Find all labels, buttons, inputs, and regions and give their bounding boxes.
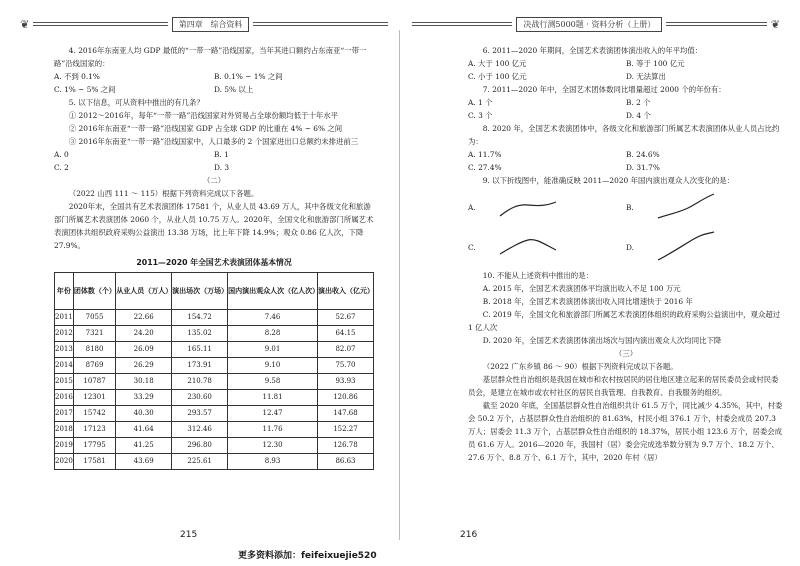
table-cell: 11.81	[228, 390, 318, 406]
line-graph-d	[656, 230, 716, 264]
table-cell: 22.66	[116, 310, 172, 326]
data-table	[54, 272, 374, 470]
section-heading: （二）	[202, 176, 226, 185]
table-cell: 126.78	[317, 438, 373, 454]
text-paragraph: ① 2012～2016年，每年“一带一路”沿线国家对外贸易占全球份额均低于十年水平	[68, 111, 339, 120]
page-number: 215	[180, 530, 198, 540]
table-cell: 12.47	[228, 406, 318, 422]
table-cell: 86.63	[317, 454, 373, 470]
graph-option	[626, 229, 784, 265]
option-grid	[54, 148, 374, 174]
table-cell: 17581	[73, 454, 115, 470]
header-rule	[253, 22, 388, 26]
table-header-cell: 年份	[55, 273, 74, 310]
table-cell: 8769	[73, 358, 115, 374]
header-rule	[33, 22, 168, 26]
table-cell: 75.70	[317, 358, 373, 374]
table-cell: 2016	[55, 390, 74, 406]
right-paragraphs-bottom	[468, 269, 784, 464]
option-item: D. 31.7%	[626, 163, 660, 172]
table-cell: 8.93	[228, 454, 318, 470]
right-content	[468, 44, 784, 464]
table-header-cell: 演出收入（亿元）	[317, 273, 373, 310]
right-paragraphs-top	[468, 44, 784, 187]
option-item: B. 2 个	[626, 98, 651, 107]
left-content	[54, 44, 374, 470]
table-cell: 41.64	[116, 422, 172, 438]
table-cell: 154.72	[172, 310, 228, 326]
text-paragraph: ③ 2016年东南亚“一带一路”沿线国家中，人口最多的 2 个国家进出口总额约未排进前三	[68, 137, 359, 146]
text-paragraph: 7. 2011—2020 年中，全国艺术团体数同比增量超过 2000 个的年份有：	[482, 85, 726, 94]
option-item: A. 不到 0.1%	[54, 72, 100, 81]
option-item: B. 1	[214, 150, 229, 159]
table-cell: 7321	[73, 326, 115, 342]
table-cell: 12.30	[228, 438, 318, 454]
table-cell: 8.28	[228, 326, 318, 342]
option-item: B. 24.6%	[626, 150, 660, 159]
table-cell: 2011	[55, 310, 74, 326]
option-item: B. 0.1% ~ 1% 之间	[214, 72, 283, 81]
footer-contact: 更多资料添加：feifeixuejie520	[238, 551, 377, 561]
table-row	[55, 422, 374, 438]
text-paragraph: 2020年末，全国共有艺术表演团体 17581 个，从业人员 43.69 万人，其中各级文化和旅游部门所属艺术表演团体 2060 个，从业人员 10.75 万人。2020年，全国文化和旅游部门所属艺术表演团体共组织政府采购公益演出 13.38 万场，比上年下降 14.9%；观众 0.86 亿人次，下降 27.9%。	[54, 202, 374, 250]
table-row	[55, 342, 374, 358]
header-rule	[412, 22, 512, 26]
text-paragraph: ② 2016年东南亚“一带一路”沿线国家 GDP 占全球 GDP 的比重在 4% ~ 6% 之间	[68, 124, 343, 133]
text-paragraph: A. 2015 年，全国艺术表演团体平均演出收入不足 100 万元	[482, 284, 681, 293]
right-header	[408, 12, 780, 36]
table-cell: 165.11	[172, 342, 228, 358]
table-cell: 152.27	[317, 422, 373, 438]
table-cell: 230.60	[172, 390, 228, 406]
graph-option	[468, 189, 626, 225]
table-row	[55, 310, 374, 326]
table-row	[55, 438, 374, 454]
table-title: 2011—2020 年全国艺术表演团体基本情况	[136, 258, 292, 267]
table-header-row	[55, 273, 374, 310]
line-graph-b	[656, 190, 716, 224]
table-header-cell: 演出场次（万场）	[172, 273, 228, 310]
option-item: D. 3	[214, 163, 230, 172]
option-item: D. 4 个	[626, 111, 651, 120]
table-cell: 2020	[55, 454, 74, 470]
section-heading: （三）	[614, 349, 638, 358]
option-item: D. 5% 以上	[214, 85, 254, 94]
option-grid	[468, 57, 784, 83]
table-row	[55, 390, 374, 406]
header-rule	[666, 22, 766, 26]
table-cell: 293.57	[172, 406, 228, 422]
table-cell: 296.80	[172, 438, 228, 454]
left-header	[20, 12, 392, 36]
table-cell: 33.29	[116, 390, 172, 406]
table-cell: 312.46	[172, 422, 228, 438]
text-paragraph: 5. 以下信息，可从资料中推出的有几条？	[68, 98, 204, 107]
option-item: C. 2	[54, 163, 69, 172]
line-graph-a	[498, 190, 558, 224]
table-cell: 24.20	[116, 326, 172, 342]
text-paragraph: （2022 广东乡镇 86 ～ 90）根据下列资料完成以下各题。	[482, 362, 678, 371]
table-cell: 26.09	[116, 342, 172, 358]
table-cell: 17795	[73, 438, 115, 454]
table-cell: 82.07	[317, 342, 373, 358]
text-paragraph: 10. 不能从上述资料中推出的是：	[482, 271, 593, 280]
table-cell: 8180	[73, 342, 115, 358]
table-cell: 210.78	[172, 374, 228, 390]
table-cell: 9.01	[228, 342, 318, 358]
table-cell: 9.58	[228, 374, 318, 390]
table-row	[55, 454, 374, 470]
table-cell: 41.25	[116, 438, 172, 454]
line-graph-c	[498, 230, 558, 264]
chapter-label: 第四章	[178, 19, 203, 29]
table-cell: 15742	[73, 406, 115, 422]
option-item: C. 27.4%	[468, 163, 502, 172]
table-cell: 52.67	[317, 310, 373, 326]
option-item: C. 小于 100 亿元	[468, 72, 527, 81]
table-cell: 2017	[55, 406, 74, 422]
text-paragraph: （2022 山西 111 ～ 115）根据下列资料完成以下各题。	[68, 189, 259, 198]
table-row	[55, 326, 374, 342]
flourish-icon: ❦	[770, 17, 780, 31]
chapter-title: 综合资料	[210, 19, 243, 29]
text-paragraph: 9. 以下折线图中，能准确反映 2011—2020 年国内演出观众人次变化的是：	[482, 176, 735, 185]
left-paragraphs	[54, 44, 374, 252]
option-item: C. 3 个	[468, 111, 493, 120]
table-cell: 93.93	[317, 374, 373, 390]
text-paragraph: 基层群众性自治组织是我国在城市和农村按居民的居住地区建立起来的居民委员会或村民委员会，是建立在城市或农村社区的居民自我管理、自我教育、自我服务的组织。	[468, 375, 779, 397]
page-number: 216	[460, 530, 478, 540]
option-item: A. 11.7%	[468, 150, 502, 159]
table-cell: 135.02	[172, 326, 228, 342]
text-paragraph: 6. 2011—2020 年期间，全国艺术表演团体演出收入的年平均值：	[482, 46, 703, 55]
table-cell: 7055	[73, 310, 115, 326]
table-cell: 2015	[55, 374, 74, 390]
flourish-icon: ❦	[20, 17, 30, 31]
table-cell: 17123	[73, 422, 115, 438]
option-grid	[468, 148, 784, 174]
graph-label: C.	[468, 242, 476, 252]
table-cell: 9.10	[228, 358, 318, 374]
table-cell: 64.15	[317, 326, 373, 342]
table-cell: 7.46	[228, 310, 318, 326]
right-page	[400, 0, 800, 566]
book-title-box: 决战行测5000题 · 资料分析（上册）	[516, 17, 662, 32]
text-paragraph: D. 2020 年，全国艺术表演团体演出场次与国内演出观众人次均同比下降	[482, 336, 722, 345]
table-row	[55, 374, 374, 390]
table-row	[55, 406, 374, 422]
text-paragraph: 4. 2016年东南亚人均 GDP 最低的“一带一路”沿线国家，当年其进口额约占东南亚“一带一路”沿线国家的：	[54, 46, 367, 68]
table-cell: 2014	[55, 358, 74, 374]
table-cell: 30.18	[116, 374, 172, 390]
option-item: A. 0	[54, 150, 69, 159]
graph-label: B.	[626, 202, 634, 212]
table-cell: 2012	[55, 326, 74, 342]
table-header-cell: 从业人员（万人）	[116, 273, 172, 310]
table-cell: 10787	[73, 374, 115, 390]
option-grid	[468, 96, 784, 122]
text-paragraph: 截至 2020 年底，全国基层群众性自治组织共计 61.5 万个，同比减少 4.35%，其中，村委会 50.2 万个，占基层群众性自治组织的 81.63%，村民小组 376.1 万个，村委会成员 207.3 万人；居委会 11.3 万个，占基层群众性自治组织的 18.37%，居民小组 123.6 万个，居委会成员 61.6 万人。2016—2020 年，我国村（居）委会完成选举数分别为 9.7 万个、18.2 万个、27.6 万个、8.8 万个、6.1 万个，其中，2020 年村（居）	[468, 401, 783, 462]
table-cell: 2019	[55, 438, 74, 454]
table-cell: 2018	[55, 422, 74, 438]
line-graph-options	[468, 189, 784, 265]
text-paragraph: C. 2019 年，全国文化和旅游部门所属艺术表演团体组织的政府采购公益演出中，观众超过 1 亿人次	[468, 310, 781, 332]
option-item: C. 1% ~ 5% 之间	[54, 85, 116, 94]
chapter-box	[172, 17, 250, 32]
graph-label: D.	[626, 242, 635, 252]
option-item: A. 1 个	[468, 98, 493, 107]
option-item: B. 等于 100 亿元	[626, 59, 685, 68]
table-cell: 26.29	[116, 358, 172, 374]
table-cell: 120.86	[317, 390, 373, 406]
table-cell: 2013	[55, 342, 74, 358]
table-cell: 43.69	[116, 454, 172, 470]
graph-option	[626, 189, 784, 225]
table-row	[55, 358, 374, 374]
table-body	[55, 310, 374, 470]
table-header-cell: 国内演出观众人次（亿人次）	[228, 273, 318, 310]
graph-label: A.	[468, 202, 476, 212]
table-cell: 12301	[73, 390, 115, 406]
table-cell: 225.61	[172, 454, 228, 470]
option-grid	[54, 70, 374, 96]
table-cell: 173.91	[172, 358, 228, 374]
table-cell: 147.68	[317, 406, 373, 422]
graph-option	[468, 229, 626, 265]
text-paragraph: 8. 2020 年，全国艺术表演团体中，各级文化和旅游部门所属艺术表演团体从业人员占比约为：	[468, 124, 780, 146]
text-paragraph: B. 2018 年，全国艺术表演团体演出收入同比增速快于 2016 年	[482, 297, 693, 306]
option-item: A. 大于 100 亿元	[468, 59, 527, 68]
table-header-cell: 团体数（个）	[73, 273, 115, 310]
table-cell: 40.30	[116, 406, 172, 422]
table-cell: 11.76	[228, 422, 318, 438]
option-item: D. 无法算出	[626, 72, 666, 81]
